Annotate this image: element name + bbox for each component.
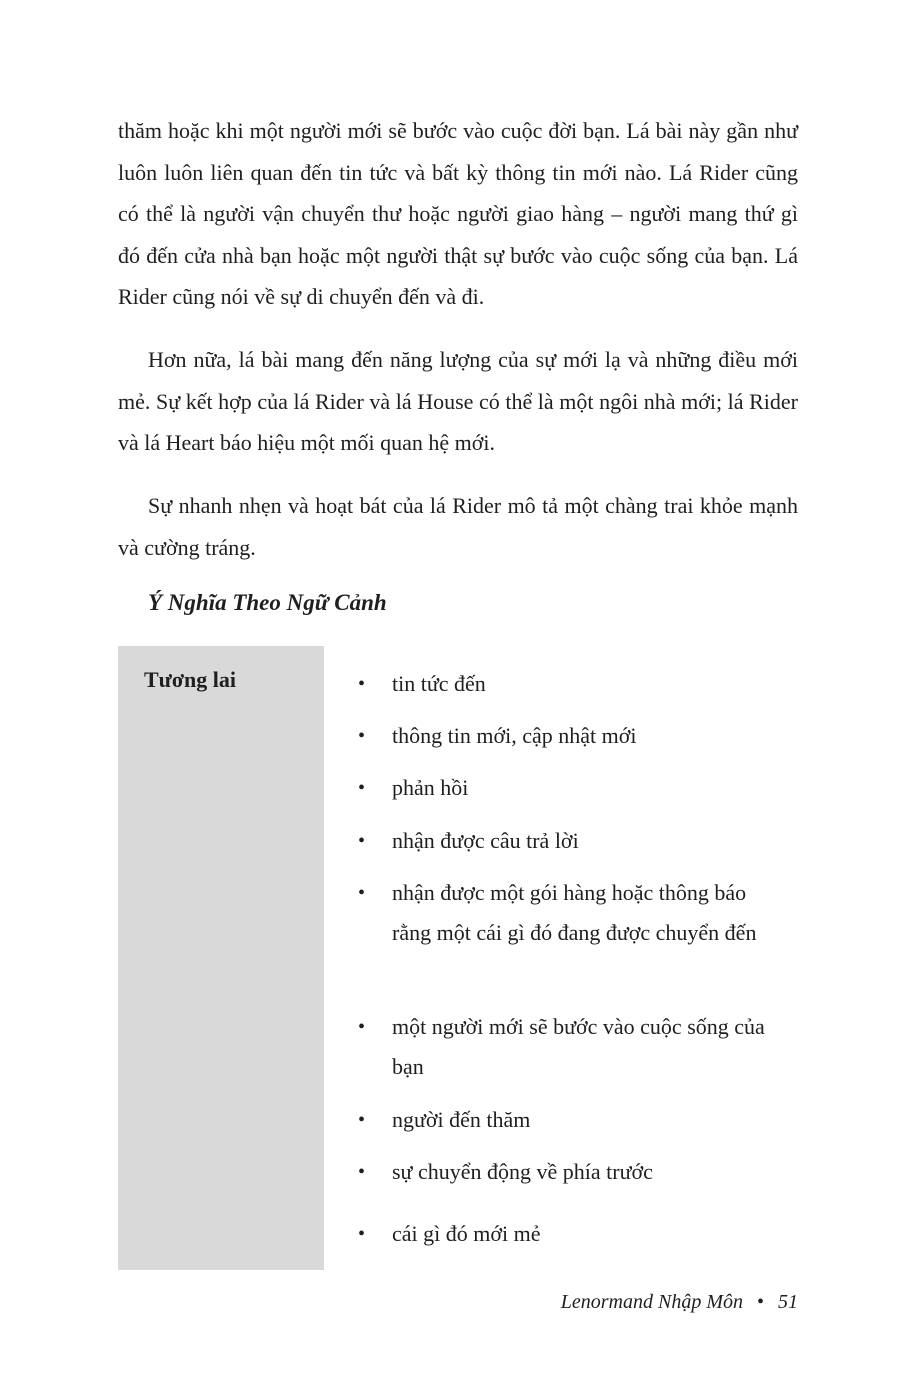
bullet-icon: • [358,1223,366,1245]
list-item-text: cái gì đó mới mẻ [392,1221,541,1246]
footer-separator: • [756,1291,764,1313]
bullet-icon: • [358,882,366,904]
list-item-text: phản hồi [392,775,469,800]
table-label-cell [118,646,324,1270]
list-item-text: tin tức đến [392,671,486,696]
footer-book-title: Lenormand Nhập Môn [560,1291,743,1313]
list-item-text: sự chuyển động về phía trước [392,1159,653,1184]
bullet-icon: • [358,1161,366,1183]
list-item-text: nhận được một gói hàng hoặc thông báo rằng một cái gì đó đang được chuyển đến [392,880,757,945]
page-footer [480,1286,798,1318]
context-meaning-table [118,646,798,1270]
bullet-icon: • [358,673,366,695]
page-number: 51 [778,1291,798,1313]
bullet-icon: • [358,777,366,799]
list-item-text: người đến thăm [392,1107,531,1132]
bullet-icon: • [358,725,366,747]
body-paragraph-2: Hơn nữa, lá bài mang đến năng lượng của sự mới lạ và những điều mới mẻ. Sự kết hợp của lá Rider và lá House có thể là một ngôi nhà mới; lá Rider và lá Heart báo hiệu một mối quan hệ mới. [118,347,798,455]
list-item-text: một người mới sẽ bước vào cuộc sống của bạn [392,1014,765,1079]
list-item-text: nhận được câu trả lời [392,828,579,853]
bullet-icon: • [358,1109,366,1131]
body-paragraph-1: thăm hoặc khi một người mới sẽ bước vào cuộc đời bạn. Lá bài này gần như luôn luôn liên quan đến tin tức và bất kỳ thông tin mới nào. Lá Rider cũng có thể là người vận chuyển thư hoặc người giao hàng – người mang thứ gì đó đến cửa nhà bạn hoặc một người thật sự bước vào cuộc sống của bạn. Lá Rider cũng nói về sự di chuyển đến và đi. [118,118,798,309]
body-paragraph-3: Sự nhanh nhẹn và hoạt bát của lá Rider mô tả một chàng trai khỏe mạnh và cường tráng. [118,493,798,560]
table-label: Tương lai [144,667,237,692]
bullet-icon: • [358,830,366,852]
section-title: Ý Nghĩa Theo Ngữ Cảnh [148,590,387,615]
bullet-icon: • [358,1016,366,1038]
list-item-text: thông tin mới, cập nhật mới [392,723,637,748]
